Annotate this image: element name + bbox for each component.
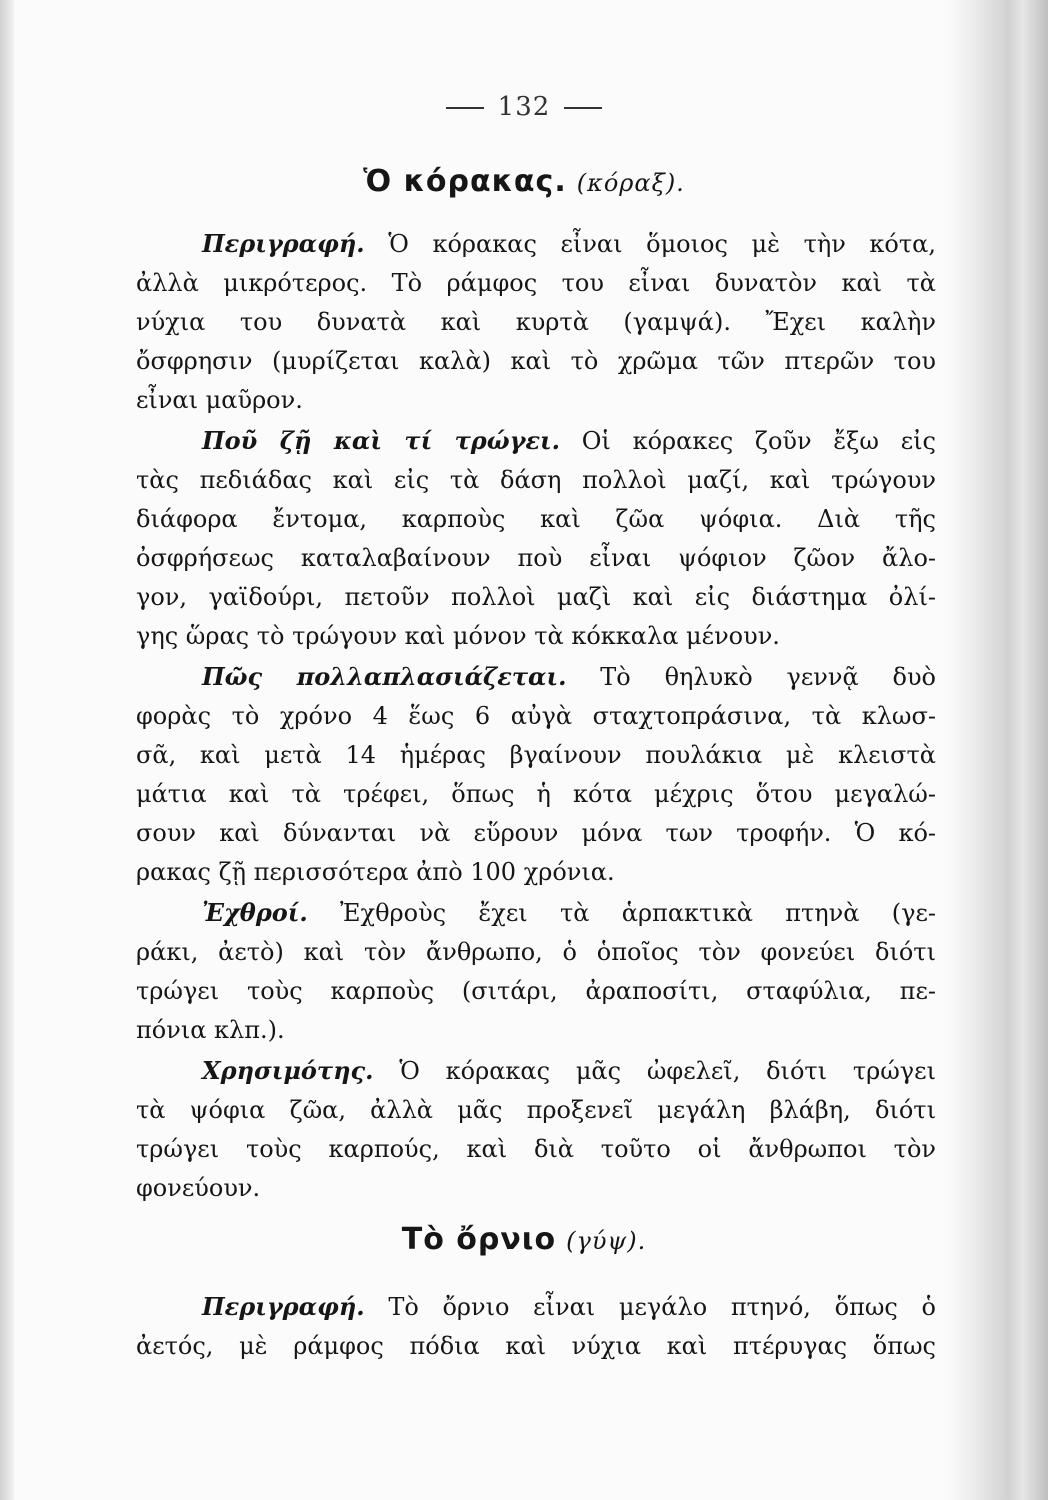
paragraph-keyword: Χρησιμότης. — [202, 1056, 374, 1085]
text-line — [136, 463, 936, 497]
text-line — [136, 1132, 936, 1166]
line-text: γης ὥρας τὸ τρώγουν καὶ μόνον τὰ κόκκαλα μένουν. — [136, 622, 780, 650]
line-text: εἶναι μαῦρον. — [136, 386, 303, 414]
section-heading-vulture — [0, 1222, 1048, 1257]
text-line — [136, 896, 936, 930]
text-line — [136, 974, 936, 1008]
paragraph-keyword: Πῶς πολλαπλασιάζεται. — [202, 662, 567, 691]
text-line — [136, 1329, 936, 1363]
line-text: ρακας ζῇ περισσότερα ἀπὸ 100 χρόνια. — [136, 858, 615, 886]
text-line — [136, 1093, 936, 1127]
heading-latin-name: (γύψ). — [566, 1227, 647, 1255]
page-number — [0, 92, 1048, 122]
text-line — [136, 1054, 936, 1088]
text-line — [136, 777, 936, 811]
line-text: ἀλλὰ μικρότερος. Τὸ ράμφος του εἶναι δυνατὸν καὶ τὰ — [136, 269, 936, 297]
text-line — [136, 738, 936, 772]
page-number-text: 132 — [497, 92, 551, 122]
line-text: σᾶ, καὶ μετὰ 14 ἡμέρας βγαίνουν πουλάκια μὲ κλειστὰ — [136, 741, 936, 769]
text-line — [136, 344, 936, 378]
paragraph-keyword: Ἐχθροί. — [202, 898, 308, 927]
line-text: Ἐχθροὺς ἔχει τὰ ἁρπακτικὰ πτηνὰ (γε- — [340, 899, 936, 927]
line-text: ράκι, ἀετὸ) καὶ τὸν ἄνθρωπο, ὁ ὁποῖος τὸν φονεύει διότι — [136, 938, 936, 966]
text-line — [136, 227, 936, 261]
text-line — [136, 935, 936, 969]
text-line — [136, 305, 936, 339]
line-text: μάτια καὶ τὰ τρέφει, ὅπως ἡ κότα μέχρις ὅτου μεγαλώ- — [136, 780, 936, 808]
line-text: Ὁ κόρακας εἶναι ὅμοιος μὲ τὴν κότα, — [388, 230, 936, 258]
page-edge-shadow — [948, 0, 1048, 1500]
text-line — [136, 502, 936, 536]
text-line — [136, 541, 936, 575]
text-line — [136, 1290, 936, 1324]
text-line — [136, 1171, 936, 1205]
text-line — [136, 855, 936, 889]
line-text: τρώγει τοὺς καρποὺς (σιτάρι, ἀραποσίτι, σταφύλια, πε- — [136, 977, 936, 1005]
dash-right — [564, 107, 602, 109]
text-line — [136, 816, 936, 850]
paragraph-keyword: Περιγραφή. — [202, 229, 365, 258]
paragraph-keyword: Περιγραφή. — [202, 1292, 365, 1321]
line-text: Τὸ θηλυκὸ γεννᾷ δυὸ — [600, 663, 936, 691]
heading-title: Τὸ ὄρνιο — [401, 1222, 557, 1257]
line-text: γον, γαϊδούρι, πετοῦν πολλοὶ μαζὶ καὶ εἰς διάστημα ὀλί- — [136, 583, 936, 611]
text-line — [136, 660, 936, 694]
text-line — [136, 1013, 936, 1047]
line-text: ὀσφρήσεως καταλαβαίνουν ποὺ εἶναι ψόφιον ζῶον ἄλο- — [136, 544, 936, 572]
line-text: Ὁ κόρακας μᾶς ὠφελεῖ, διότι τρώγει — [399, 1057, 936, 1085]
line-text: διάφορα ἔντομα, καρποὺς καὶ ζῶα ψόφια. Διὰ τῆς — [136, 505, 936, 533]
section-heading-raven — [0, 164, 1048, 199]
dash-left — [446, 107, 484, 109]
heading-title: Ὁ κόρακας. — [363, 164, 567, 199]
line-text: φονεύουν. — [136, 1174, 261, 1202]
text-line — [136, 699, 936, 733]
text-line — [136, 619, 936, 653]
line-text: τὰς πεδιάδας καὶ εἰς τὰ δάση πολλοὶ μαζί, καὶ τρώγουν — [136, 466, 936, 494]
text-line — [136, 266, 936, 300]
line-text: τρώγει τοὺς καρπούς, καὶ διὰ τοῦτο οἱ ἄνθρωποι τὸν — [136, 1135, 936, 1163]
page-gutter-shadow — [0, 0, 14, 1500]
text-line — [136, 580, 936, 614]
line-text: σουν καὶ δύνανται νὰ εὕρουν μόνα των τροφήν. Ὁ κό- — [136, 819, 936, 847]
text-line — [136, 424, 936, 458]
line-text: φορὰς τὸ χρόνο 4 ἕως 6 αὐγὰ σταχτοπράσινα, τὰ κλωσ- — [136, 702, 936, 730]
heading-latin-name: (κόραξ). — [576, 169, 685, 197]
line-text: Τὸ ὄρνιο εἶναι μεγάλο πτηνό, ὅπως ὁ — [388, 1293, 936, 1321]
line-text: ὄσφρησιν (μυρίζεται καλὰ) καὶ τὸ χρῶμα τῶν πτερῶν του — [136, 347, 936, 375]
line-text: Οἱ κόρακες ζοῦν ἔξω εἰς — [581, 427, 936, 455]
line-text: νύχια του δυνατὰ καὶ κυρτὰ (γαμψά). Ἔχει καλὴν — [136, 308, 936, 336]
line-text: πόνια κλπ.). — [136, 1016, 285, 1044]
line-text: τὰ ψόφια ζῶα, ἀλλὰ μᾶς προξενεῖ μεγάλη βλάβη, διότι — [136, 1096, 936, 1124]
paragraph-keyword: Ποῦ ζῇ καὶ τί τρώγει. — [202, 426, 561, 455]
line-text: ἀετός, μὲ ράμφος πόδια καὶ νύχια καὶ πτέρυγας ὅπως — [136, 1332, 936, 1360]
text-line — [136, 383, 936, 417]
